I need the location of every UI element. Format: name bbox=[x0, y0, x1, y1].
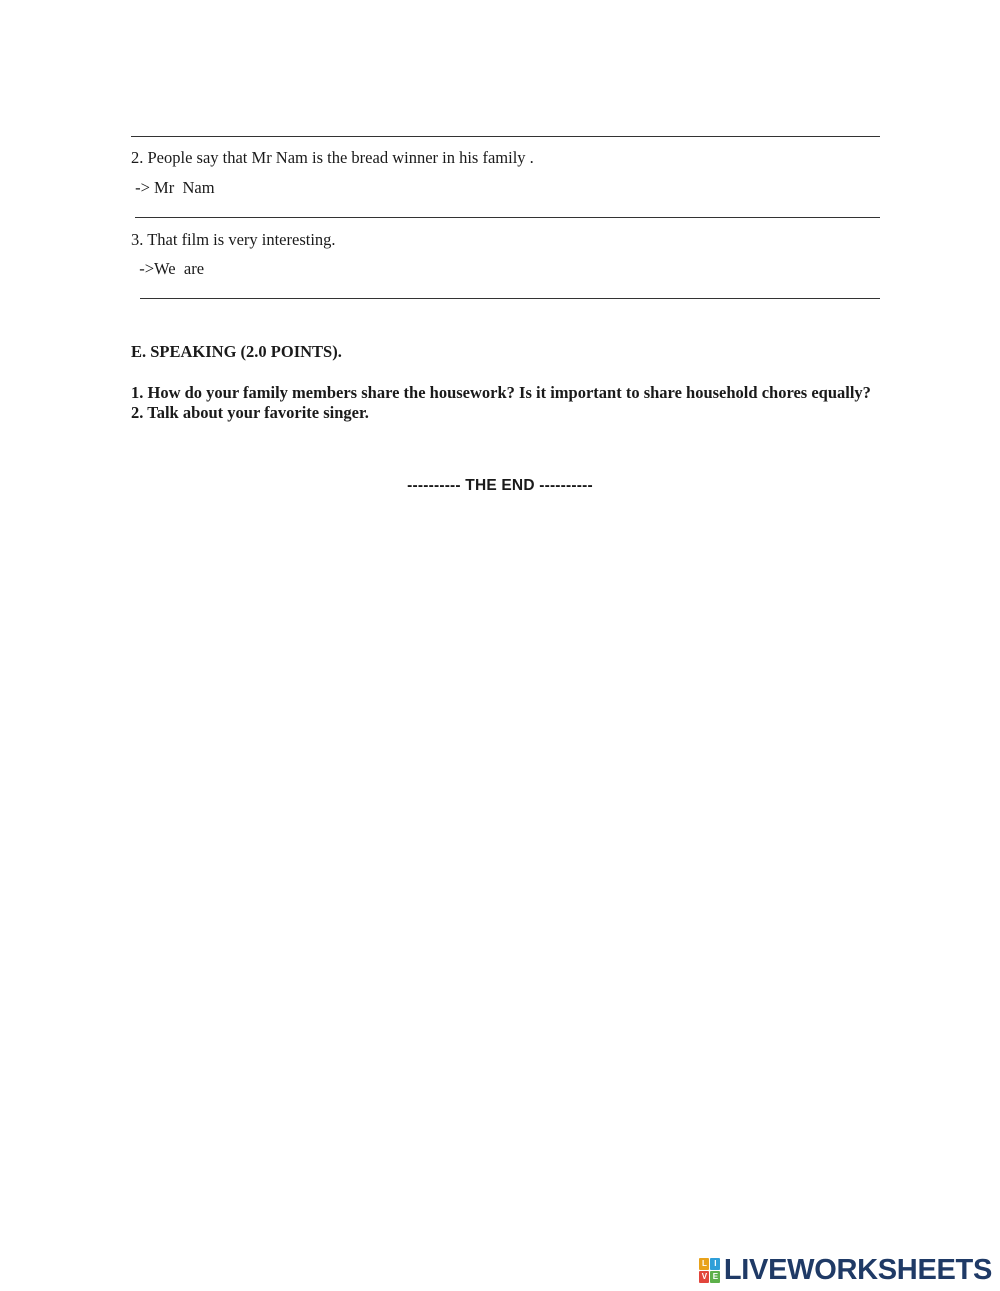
answer-line-3[interactable] bbox=[140, 298, 880, 299]
speaking-heading: E. SPEAKING (2.0 POINTS). bbox=[131, 342, 342, 361]
question-3-prompt: 3. That film is very interesting. bbox=[131, 230, 336, 249]
liveworksheets-logo bbox=[699, 1252, 992, 1288]
speaking-question-1: 1. How do your family members share the housework? Is it important to share household chores equally? bbox=[131, 383, 871, 402]
brand-logo-icon bbox=[699, 1257, 721, 1283]
question-2-prompt: 2. People say that Mr Nam is the bread winner in his family . bbox=[131, 148, 534, 167]
question-3-answer-start: ->We are bbox=[131, 259, 205, 278]
logo-tile-i: I bbox=[710, 1258, 720, 1270]
answer-line-1 bbox=[131, 136, 880, 137]
speaking-questions bbox=[131, 383, 881, 423]
logo-tile-e: E bbox=[710, 1271, 720, 1283]
logo-tile-l: L bbox=[699, 1258, 709, 1270]
brand-name: LIVEWORKSHEETS bbox=[723, 1254, 992, 1286]
answer-line-2[interactable] bbox=[135, 217, 880, 218]
the-end-marker: ---------- THE END ---------- bbox=[407, 477, 593, 494]
logo-tile-v: V bbox=[699, 1271, 709, 1283]
question-2-answer-start: -> Mr Nam bbox=[131, 178, 215, 197]
speaking-question-2: 2. Talk about your favorite singer. bbox=[131, 403, 369, 422]
